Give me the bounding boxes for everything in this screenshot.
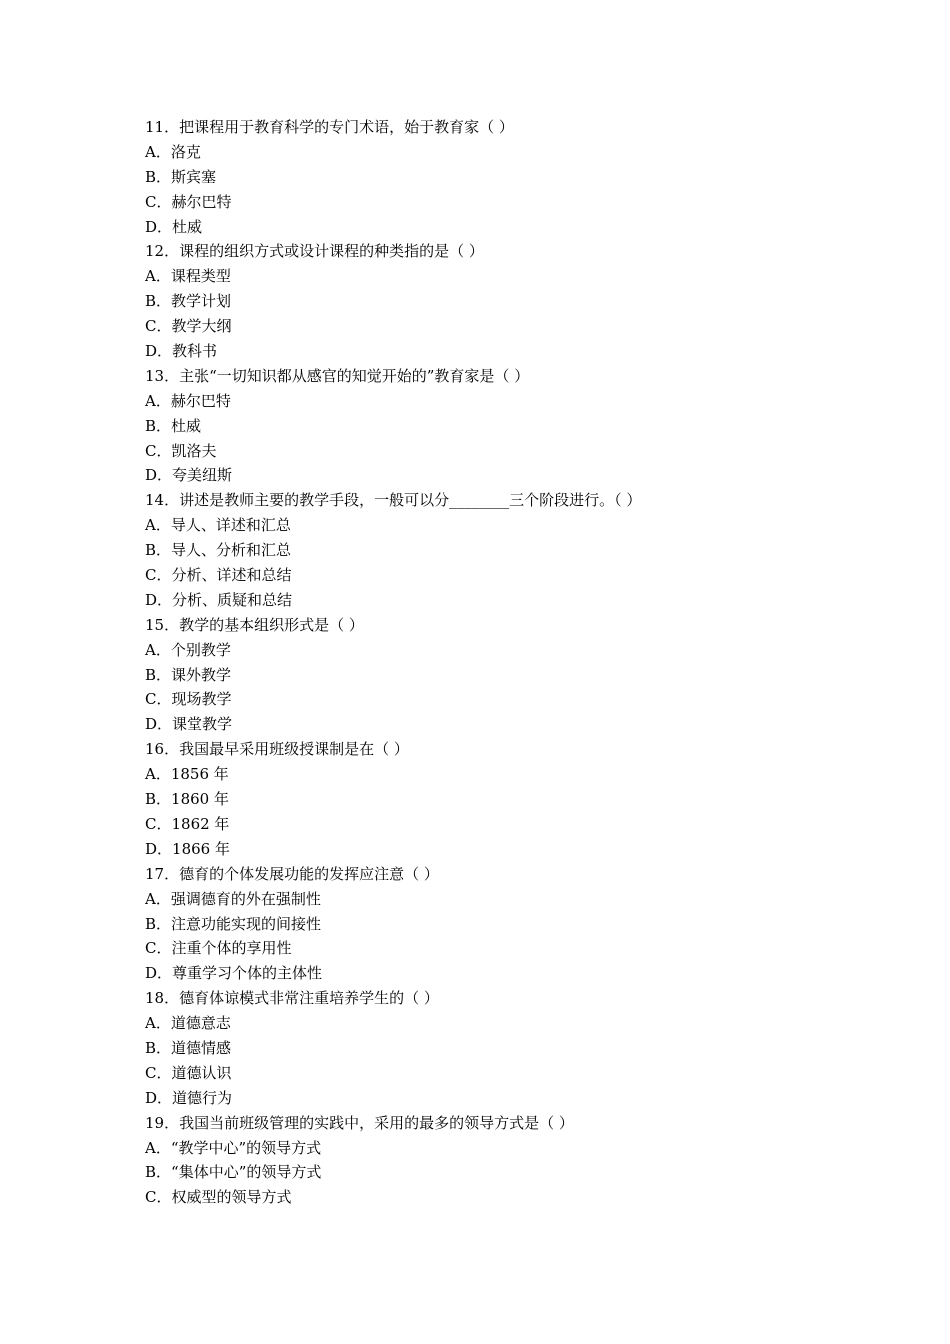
question-12: [145, 239, 865, 363]
question-15: [145, 613, 865, 737]
option-a: A．道德意志: [145, 1014, 231, 1033]
option-c: C．分析、详述和总结: [145, 566, 292, 585]
option-d: D．杜威: [145, 217, 203, 236]
question-stem: 16．我国最早采用班级授课制是在（ ）: [145, 740, 409, 759]
question-17: [145, 862, 865, 986]
question-stem: 15．教学的基本组织形式是（ ）: [145, 615, 364, 634]
question-stem: 11．把课程用于教育科学的专门术语，始于教育家（ ）: [145, 118, 514, 136]
option-b: B．1860 年: [145, 790, 229, 809]
option-c: C．教学大纲: [145, 317, 232, 336]
question-11: [145, 115, 865, 239]
option-b: B．“集体中心”的领导方式: [145, 1163, 322, 1182]
question-19: [145, 1111, 865, 1211]
option-a: A．课程类型: [145, 267, 231, 286]
question-list: [145, 115, 865, 1210]
option-c: C．赫尔巴特: [145, 192, 232, 211]
option-b: B．课外教学: [145, 665, 232, 684]
option-c: C．1862 年: [145, 814, 230, 833]
option-b: B．注意功能实现的间接性: [145, 914, 322, 933]
question-18: [145, 986, 865, 1110]
question-13: [145, 364, 865, 488]
question-stem: 17．德育的个体发展功能的发挥应注意（ ）: [145, 864, 439, 883]
question-stem: 19．我国当前班级管理的实践中，采用的最多的领导方式是（ ）: [145, 1113, 574, 1132]
question-16: [145, 737, 865, 861]
option-a: A．洛克: [145, 142, 201, 161]
option-d: D．夸美纽斯: [145, 466, 233, 485]
option-b: B．导人、分析和汇总: [145, 541, 292, 560]
option-a: A．导人、详述和汇总: [145, 516, 291, 535]
question-stem: 14．讲述是教师主要的教学手段，一般可以分________三个阶段进行。（ ）: [145, 491, 642, 510]
option-c: C．道德认识: [145, 1063, 232, 1082]
option-a: A．“教学中心”的领导方式: [145, 1138, 322, 1157]
question-stem: 13．主张“一切知识都从感官的知觉开始的”教育家是（ ）: [145, 366, 530, 385]
option-a: A．个别教学: [145, 640, 231, 659]
question-stem: 12．课程的组织方式或设计课程的种类指的是（ ）: [145, 242, 484, 261]
option-b: B．教学计划: [145, 292, 232, 311]
option-a: A．赫尔巴特: [145, 391, 231, 410]
option-b: B．杜威: [145, 416, 202, 435]
question-stem: 18．德育体谅模式非常注重培养学生的（ ）: [145, 989, 439, 1008]
option-c: C．注重个体的享用性: [145, 939, 292, 958]
option-a: A．强调德育的外在强制性: [145, 889, 321, 908]
option-a: A．1856 年: [145, 765, 229, 784]
option-c: C．现场教学: [145, 690, 232, 709]
option-b: B．道德情感: [145, 1038, 232, 1057]
option-c: C．权威型的领导方式: [145, 1188, 292, 1207]
option-d: D．尊重学习个体的主体性: [145, 964, 323, 983]
option-d: D．道德行为: [145, 1088, 233, 1107]
option-c: C．凯洛夫: [145, 441, 217, 460]
option-d: D．课堂教学: [145, 715, 233, 734]
question-14: [145, 488, 865, 612]
option-d: D．分析、质疑和总结: [145, 590, 293, 609]
option-b: B．斯宾塞: [145, 167, 217, 186]
option-d: D．教科书: [145, 342, 218, 361]
option-d: D．1866 年: [145, 839, 230, 858]
